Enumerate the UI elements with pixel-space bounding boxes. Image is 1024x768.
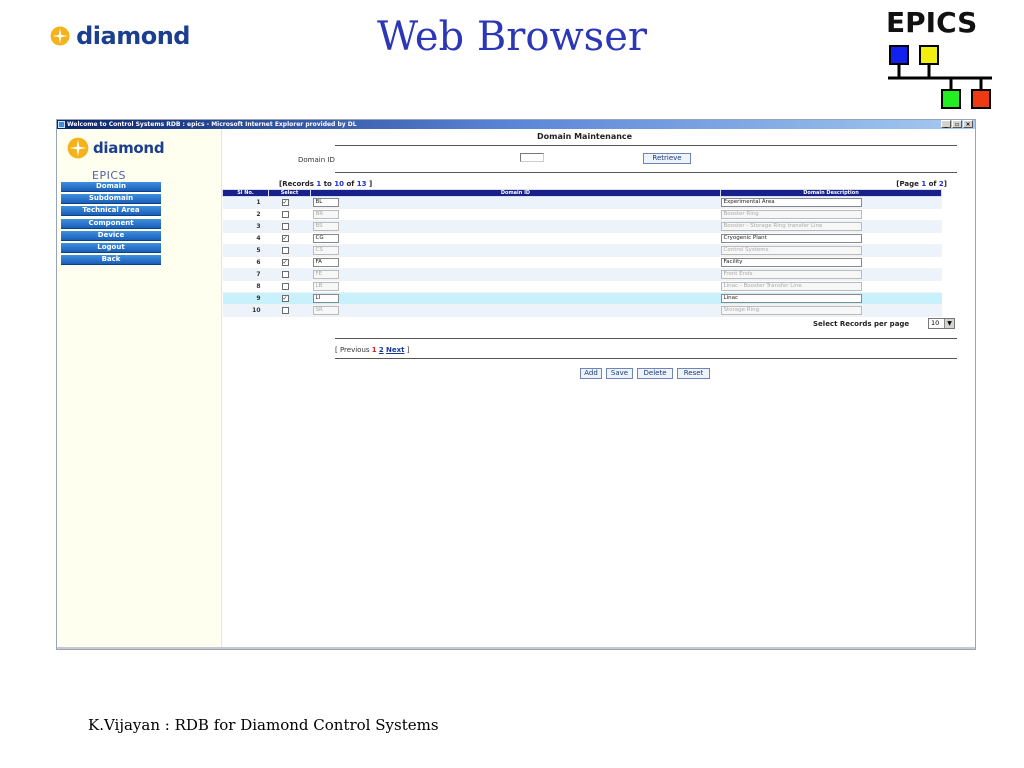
row-select-checkbox[interactable] [282,271,289,278]
epics-yellow-square [920,46,938,64]
row-sl-no: 1 [223,197,269,209]
row-domain-description[interactable]: Cryogenic Plant [721,234,862,243]
row-sl-no: 10 [223,305,269,317]
epics-green-square [942,90,960,108]
slide-footer: K.Vijayan : RDB for Diamond Control Systems [88,716,439,734]
chevron-down-icon[interactable]: ▼ [944,319,954,328]
table-row [223,233,942,245]
row-domain-id[interactable]: BS [313,222,339,231]
browser-window [56,119,976,650]
table-row-selected [223,293,942,305]
divider [335,358,957,359]
pager-page-2[interactable]: 2 [378,346,384,354]
app-content [57,129,975,649]
records-info [279,180,372,188]
window-titlebar [57,120,975,129]
row-domain-description[interactable]: Control Systems [721,246,862,255]
table-row [223,257,942,269]
row-sl-no: 6 [223,257,269,269]
domain-id-input[interactable] [520,153,544,162]
pagination [335,346,409,354]
row-domain-id[interactable]: CS [313,246,339,255]
col-domain-description: Domain Description [721,190,942,197]
sidebar-item-device[interactable]: Device [61,231,161,241]
sidebar-logo [67,137,164,159]
page-total: 2 [938,180,944,188]
divider [335,172,957,173]
row-domain-id[interactable]: CG [313,234,339,243]
page-of-word: of [928,180,937,188]
records-per-page-select[interactable] [928,318,955,329]
minimize-button[interactable]: _ [941,120,951,128]
sidebar-item-domain[interactable]: Domain [61,182,161,192]
records-total: 13 [356,180,367,188]
row-domain-description[interactable]: Facility [721,258,862,267]
pager-current-page: 1 [371,346,377,354]
row-domain-id[interactable]: SR [313,306,339,315]
maximize-button[interactable]: ▫ [952,120,962,128]
row-domain-id[interactable]: LI [313,294,339,303]
row-domain-id[interactable]: FE [313,270,339,279]
window-controls [941,120,973,128]
records-to-word: to [323,180,332,188]
sidebar-logo-text: diamond [93,139,165,157]
domain-table [222,189,942,317]
sidebar-item-technical-area[interactable]: Technical Area [61,206,161,216]
row-select-checkbox[interactable]: ✓ [282,199,288,206]
sidebar-item-subdomain[interactable]: Subdomain [61,194,161,204]
row-sl-no: 9 [223,293,269,305]
records-per-page-value: 10 [931,319,940,327]
page-title: Domain Maintenance [537,132,633,141]
divider [335,145,957,146]
sidebar-nav [61,182,161,267]
row-sl-no: 3 [223,221,269,233]
epics-logo-text: EPICS [886,6,978,39]
table-row [223,209,942,221]
row-domain-id[interactable]: FA [313,258,339,267]
page-suffix: ] [943,180,947,188]
add-button[interactable]: Add [580,368,602,379]
row-domain-id[interactable]: LB [313,282,339,291]
col-select: Select [269,190,311,197]
row-sl-no: 5 [223,245,269,257]
row-select-checkbox[interactable] [282,283,289,290]
records-of-word: of [346,180,355,188]
col-sl-no: Sl No. [223,190,269,197]
row-domain-id[interactable]: BR [313,210,339,219]
pager-previous[interactable]: [ Previous [335,346,370,354]
row-domain-description[interactable]: Booster Ring [721,210,862,219]
table-header [223,190,942,197]
status-bar [57,647,975,649]
save-button[interactable]: Save [606,368,633,379]
row-select-checkbox[interactable] [282,223,289,230]
row-sl-no: 2 [223,209,269,221]
slide-title: Web Browser [377,14,647,60]
records-prefix: [Records [279,180,314,188]
main-panel [237,129,975,649]
row-domain-description[interactable]: Experimental Area [721,198,862,207]
table-row [223,269,942,281]
row-select-checkbox[interactable] [282,211,289,218]
diamond-sun-icon [67,137,89,159]
table-row [223,281,942,293]
records-per-page-label: Select Records per page [813,320,910,328]
page-info [896,180,947,188]
sidebar-item-back[interactable]: Back [61,255,161,265]
table-row [223,197,942,209]
row-domain-description[interactable]: Front Ends [721,270,862,279]
page-current: 1 [921,180,927,188]
row-domain-description[interactable]: Booster - Storage Ring transfer Line [721,222,862,231]
sidebar-heading: EPICS [92,169,126,182]
row-select-checkbox[interactable] [282,307,289,314]
col-domain-id: Domain ID [311,190,721,197]
table-row [223,221,942,233]
epics-red-square [972,90,990,108]
table-row [223,305,942,317]
records-from: 1 [316,180,322,188]
sidebar-item-logout[interactable]: Logout [61,243,161,253]
domain-id-label: Domain ID [298,156,335,164]
records-to: 10 [334,180,345,188]
row-select-checkbox[interactable]: ✓ [282,259,288,266]
delete-button[interactable]: Delete [637,368,673,379]
row-sl-no: 8 [223,281,269,293]
close-button[interactable]: × [963,120,973,128]
epics-blue-square [890,46,908,64]
retrieve-button[interactable]: Retrieve [643,153,691,164]
row-domain-id[interactable]: BL [313,198,339,207]
reset-button[interactable]: Reset [677,368,710,379]
diamond-logo-text: diamond [76,22,190,50]
row-select-checkbox[interactable]: ✓ [282,235,288,242]
row-select-checkbox[interactable]: ✓ [282,295,288,302]
row-domain-description[interactable]: Linac - Booster Transfer Line [721,282,862,291]
pager-close: ] [406,346,410,354]
divider [335,338,957,339]
records-suffix: ] [368,180,373,188]
row-select-checkbox[interactable] [282,247,289,254]
sidebar [57,129,222,649]
table-row [223,245,942,257]
row-domain-description[interactable]: Linac [721,294,862,303]
row-sl-no: 7 [223,269,269,281]
ie-icon [58,121,65,128]
epics-logo [884,6,1000,116]
pager-next[interactable]: Next [386,346,405,354]
row-domain-description[interactable]: Storage Ring [721,306,862,315]
row-sl-no: 4 [223,233,269,245]
page-prefix: [Page [896,180,919,188]
window-title: Welcome to Control Systems RDB : epics - Microsoft Internet Explorer provided by DL [67,121,357,128]
sidebar-item-component[interactable]: Component [61,219,161,229]
